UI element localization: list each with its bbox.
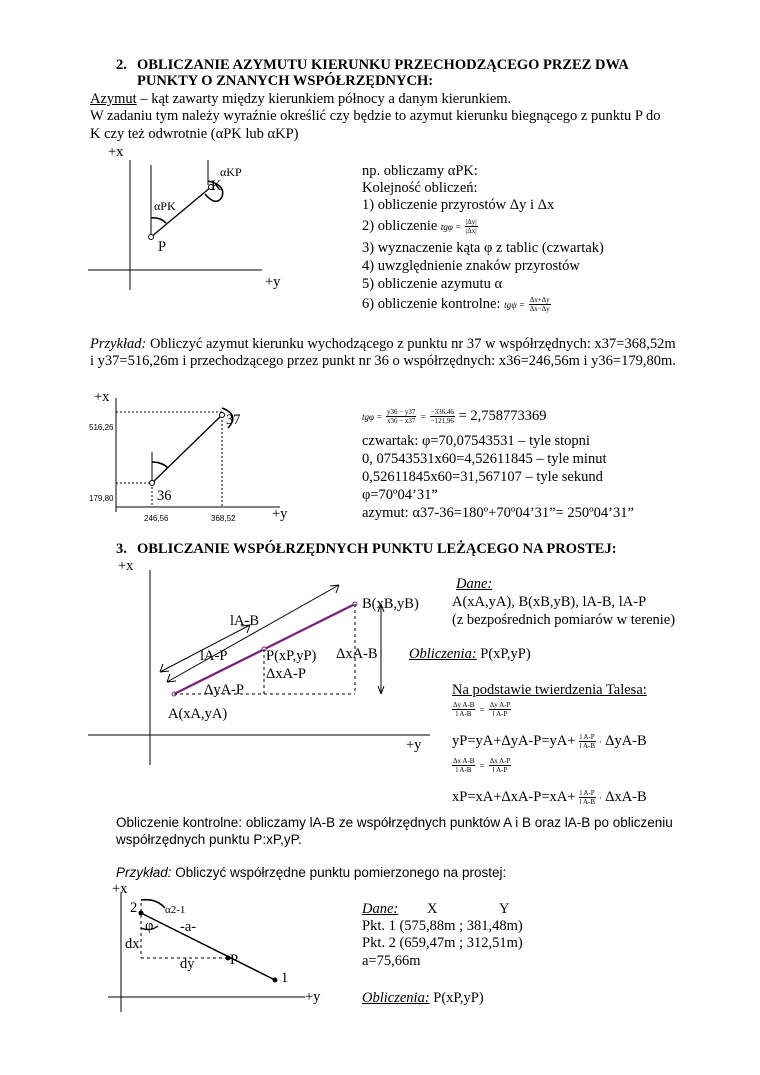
ex2-alpha-label: α2-1 xyxy=(165,904,186,916)
tg-fraction-numeric: $\frac{-336,46}{-121,96}$ xyxy=(430,408,454,426)
minutes-line: 0, 07543531x60=4,52611845 – tyle minut xyxy=(362,451,607,467)
given-points: A(xA,yA), B(xB,yB), lA-B, lA-P xyxy=(452,594,647,610)
equals-y: = xyxy=(479,705,486,715)
step-4: 4) uwzględnienie znaków przyrostów xyxy=(362,258,580,274)
equation-x-end: ΔxA-B xyxy=(605,789,647,805)
calc-label: Obliczenia: xyxy=(409,646,477,662)
equals-x: = xyxy=(479,761,486,771)
step-2-text: 2) obliczenie xyxy=(362,218,438,234)
ex2-calc-target: P(xP,yP) xyxy=(429,990,484,1006)
phi-result: φ=70º04’31” xyxy=(362,487,438,503)
section2-title-line1: OBLICZANIE AZYMUTU KIERUNKU PRZECHODZĄCEGO PRZEZ DWA xyxy=(137,57,629,73)
ex-axis-y-label: +y xyxy=(272,506,288,522)
ex2-given-header xyxy=(362,901,398,918)
azymut-term: Azymut xyxy=(90,91,137,107)
frac-lap-lab-x: $\frac{\text{l A-P}}{\text{l A-B}}$ xyxy=(579,789,596,807)
steps-heading: Kolejność obliczeń: xyxy=(362,180,478,196)
step-5: 5) obliczenie azymutu α xyxy=(362,276,503,292)
calc-target: P(xP,yP) xyxy=(476,646,531,662)
frac-dx-ap: $\frac{\text{Δx A-P}}{\text{l A-P}}$ xyxy=(489,757,511,775)
point-b-label: B(xB,yB) xyxy=(362,596,419,612)
point-36-label: 36 xyxy=(157,488,172,504)
point-k-label: K xyxy=(211,178,222,194)
control-line2: współrzędnych punktu P:xP,yP. xyxy=(116,832,302,847)
tick-179: 179,80 xyxy=(89,494,114,503)
equation-x-text: xP=xA+ΔxA-P=xA+ xyxy=(452,789,576,805)
ex2-a-value: a=75,66m xyxy=(362,953,421,969)
ex2-phi-label: φ xyxy=(145,918,154,934)
example1-line2: i y37=516,26m i przechodzącego przez punkt nr 36 o współrzędnych: x36=246,56m i y36=179,80m. xyxy=(90,353,676,369)
ex2-col-y: Y xyxy=(499,901,510,917)
alpha-kp-label: αKP xyxy=(220,165,242,179)
tick-516: 516,26 xyxy=(89,423,114,432)
example2-text: Obliczyć współrzędne punktu pomierzonego na prostej: xyxy=(171,865,507,880)
step-3: 3) wyznaczenie kąta φ z tablic (czwartak) xyxy=(362,240,604,256)
step-6-text: 6) obliczenie kontrolne: xyxy=(362,296,501,312)
frac-dx-ab: $\frac{\text{Δx A-B}}{\text{l A-B}}$ xyxy=(453,757,475,775)
ex-axis-x-label: +x xyxy=(94,389,110,405)
tick-246: 246,56 xyxy=(144,514,169,523)
thales-line: Na podstawie twierdzenia Talesa: xyxy=(452,682,647,698)
example2-label: Przykład: xyxy=(116,865,172,880)
delta-x-ap-label: ΔxA-P xyxy=(266,666,306,682)
section3-title: OBLICZANIE WSPÓŁRZĘDNYCH PUNKTU LEŻĄCEGO NA PROSTEJ: xyxy=(137,541,617,557)
task-description-line2: K czy też odwrotnie (αPK lub αKP) xyxy=(90,126,299,142)
equals-sign: = xyxy=(420,412,427,422)
tg-phi-formula-2: tgφ = xyxy=(362,412,383,422)
ex2-point-1: 1 xyxy=(281,970,289,986)
steps-intro: np. obliczamy αPK: xyxy=(362,163,478,179)
ex2-col-x: X xyxy=(427,901,438,917)
ex2-dy-label: dy xyxy=(180,956,195,972)
ex2-calc-heading xyxy=(362,990,484,1007)
tg-fraction-symbolic: $\frac{y36 - y37}{x36 - x37}$ xyxy=(386,408,416,426)
dot-x: · xyxy=(599,793,602,803)
given-label: Dane: xyxy=(456,576,493,592)
given-source: (z bezpośrednich pomiarów w terenie) xyxy=(452,612,676,628)
tg-fraction-control: $\frac{\Delta x+\Delta y}{\Delta x-\Delta y}$ xyxy=(529,296,550,314)
dot-y: · xyxy=(599,737,602,747)
task-description-line1: W zadaniu tym należy wyraźnie określić czy będzie to azymut kierunku biegnącego z punktu P do xyxy=(90,108,661,124)
example-label: Przykład: xyxy=(90,336,147,352)
axis-x-label: +x xyxy=(108,144,124,160)
ex2-dx-label: dx xyxy=(125,936,140,952)
equation-y-end: ΔyA-B xyxy=(605,733,647,749)
point-p-label: P xyxy=(158,239,167,255)
point-37-label: 37 xyxy=(226,412,241,428)
delta-x-ab-label: ΔxA-B xyxy=(336,646,378,662)
tg-result: = 2,758773369 xyxy=(458,408,547,424)
ex2-axis-y-label: +y xyxy=(305,989,321,1005)
point-p-label: P(xP,yP) xyxy=(266,648,317,664)
equation-y-text: yP=yA+ΔyA-P=yA+ xyxy=(452,733,576,749)
frac-lap-lab-y: $\frac{\text{l A-P}}{\text{l A-B}}$ xyxy=(579,733,596,751)
section3-number: 3. xyxy=(116,541,127,557)
section2-number: 2. xyxy=(116,57,127,73)
length-ab-label: lA-B xyxy=(230,613,259,629)
step-1: 1) obliczenie przyrostów Δy i Δx xyxy=(362,197,555,213)
ex2-pt1: Pkt. 1 (575,88m ; 381,48m) xyxy=(362,918,523,934)
frac-dy-ab: $\frac{\text{Δy A-B}}{\text{l A-B}}$ xyxy=(453,701,475,719)
sec3-axis-x-label: +x xyxy=(118,558,134,574)
tg-fraction-1: $\frac{|\Delta y|}{|\Delta x|}$ xyxy=(465,218,477,236)
czwartak-line: czwartak: φ=70,07543531 – tyle stopni xyxy=(362,433,590,449)
section2-title-line2: PUNKTY O ZNANYCH WSPÓŁRZĘDNYCH: xyxy=(137,73,434,89)
alpha-pk-label: αPK xyxy=(154,199,176,213)
tick-368: 368,52 xyxy=(211,514,236,523)
seconds-line: 0,52611845x60=31,567107 – tyle sekund xyxy=(362,469,603,485)
ex2-pt2: Pkt. 2 (659,47m ; 312,51m) xyxy=(362,935,523,951)
ex2-a-label: -a- xyxy=(180,919,197,935)
length-ap-label: lA-P xyxy=(200,648,228,664)
azimuth-result: azymut: α37-36=180º+70º04’31”= 250º04’31” xyxy=(362,505,634,521)
control-line1: Obliczenie kontrolne: obliczamy lA-B ze współrzędnych punktów A i B oraz lA-B po obliczeniu xyxy=(116,815,673,830)
example1-text: Obliczyć azymut kierunku wychodzącego z punktu nr 37 w współrzędnych: x37=368,52m xyxy=(146,336,676,352)
sec3-axis-y-label: +y xyxy=(406,737,422,753)
ex2-given-label: Dane: xyxy=(362,901,399,917)
frac-dy-ap: $\frac{\text{Δy A-P}}{\text{l A-P}}$ xyxy=(489,701,511,719)
axis-y-label: +y xyxy=(265,274,281,290)
ex2-point-p: P xyxy=(230,952,239,968)
ex2-calc-label: Obliczenia: xyxy=(362,990,430,1006)
ex2-point-2: 2 xyxy=(130,900,138,916)
tg-phi-formula-1: tgφ = xyxy=(440,222,462,232)
tg-psi-formula: tgψ = xyxy=(504,300,526,310)
ex2-axis-x-label: +x xyxy=(112,881,128,897)
point-a-label: A(xA,yA) xyxy=(168,706,228,722)
azymut-def-text: – kąt zawarty między kierunkiem północy a danym kierunkiem. xyxy=(136,91,512,107)
delta-y-ap-label: ΔyA-P xyxy=(204,682,244,698)
